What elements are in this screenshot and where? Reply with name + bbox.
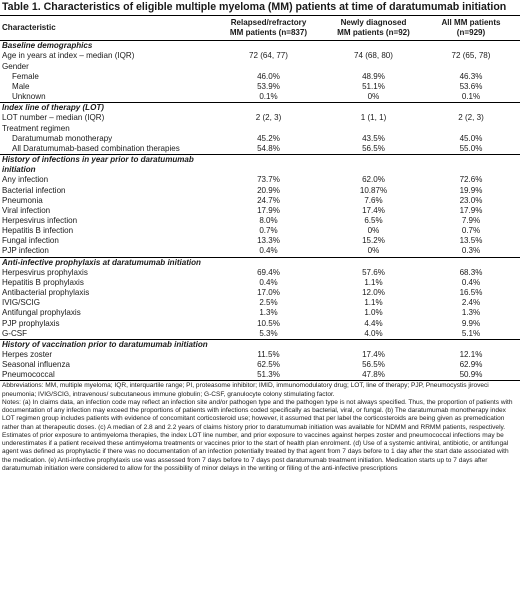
section-header-row <box>0 155 520 176</box>
all-mm-value: 55.0% <box>459 143 483 153</box>
newly-diagnosed-value <box>325 124 422 134</box>
relapsed-refractory-value: 17.0% <box>257 288 280 298</box>
row-label: PJP prophylaxis <box>2 318 60 328</box>
header-newly-diagnosed: Newly diagnosed MM patients (n=92) <box>325 16 422 41</box>
table-row <box>0 175 520 185</box>
all-mm-value: 68.3% <box>459 267 483 277</box>
table-row <box>0 236 520 246</box>
section-blank-cell <box>212 257 325 268</box>
table-row <box>0 360 520 370</box>
section-blank-cell <box>325 103 422 114</box>
table-row <box>0 186 520 196</box>
section-header-row <box>0 103 520 114</box>
table-row <box>0 51 520 61</box>
section-blank-cell <box>325 41 422 52</box>
all-mm-value: 13.5% <box>459 236 483 246</box>
section-blank-cell <box>325 339 422 350</box>
newly-diagnosed-value: 51.1% <box>362 81 385 91</box>
table-row <box>0 319 520 329</box>
all-mm-value: 12.1% <box>459 350 483 359</box>
relapsed-refractory-value: 72 (64, 77) <box>249 51 288 61</box>
row-label: Herpesvirus infection <box>2 215 78 225</box>
relapsed-refractory-value: 46.0% <box>257 71 280 81</box>
newly-diagnosed-value: 12.0% <box>362 288 385 298</box>
newly-diagnosed-value: 62.0% <box>362 175 385 185</box>
relapsed-refractory-value: 17.9% <box>257 205 280 215</box>
relapsed-refractory-value: 1.3% <box>259 308 278 318</box>
all-mm-value: 62.9% <box>459 360 483 370</box>
table-row <box>0 350 520 360</box>
row-label: Male <box>12 81 30 91</box>
all-mm-value: 1.3% <box>461 308 481 318</box>
section-header-row <box>0 257 520 268</box>
row-label: Unknown <box>12 92 46 102</box>
row-label: Gender <box>2 61 29 71</box>
row-label: Age in years at index – median (IQR) <box>2 51 135 61</box>
row-label: Any infection <box>2 175 49 185</box>
section-blank-cell <box>325 257 422 268</box>
relapsed-refractory-value: 13.3% <box>257 236 280 246</box>
relapsed-refractory-value: 0.1% <box>259 92 278 102</box>
relapsed-refractory-value <box>212 62 325 72</box>
all-mm-value: 0.1% <box>461 92 481 102</box>
newly-diagnosed-value: 1.0% <box>364 308 383 318</box>
row-label: G-CSF <box>2 328 28 338</box>
newly-diagnosed-value: 7.6% <box>364 195 383 205</box>
all-mm-value: 72 (65, 78) <box>451 51 491 61</box>
header-all-mm: All MM patients (n=929) <box>422 16 520 41</box>
row-label: Herpes zoster <box>2 350 53 359</box>
newly-diagnosed-value: 10.87% <box>359 185 388 195</box>
row-label: Antifungal prophylaxis <box>2 308 81 318</box>
table-row <box>0 124 520 134</box>
newly-diagnosed-value: 74 (68, 80) <box>354 51 393 61</box>
section-blank-cell <box>212 339 325 350</box>
section-title: Anti-infective prophylaxis at daratumumab initiation <box>0 257 212 268</box>
table-row <box>0 82 520 92</box>
row-label: Herpesvirus prophylaxis <box>2 267 88 277</box>
relapsed-refractory-value: 54.8% <box>257 143 280 153</box>
all-mm-value: 5.1% <box>461 328 481 338</box>
row-label: Fungal infection <box>2 236 59 246</box>
newly-diagnosed-value: 15.2% <box>362 236 385 246</box>
newly-diagnosed-value: 4.4% <box>364 318 383 328</box>
relapsed-refractory-value: 5.3% <box>259 328 278 338</box>
all-mm-value: 16.5% <box>459 288 483 298</box>
row-label: LOT number – median (IQR) <box>2 113 105 123</box>
all-mm-value: 45.0% <box>459 133 483 143</box>
table-row <box>0 226 520 236</box>
newly-diagnosed-value: 47.8% <box>362 370 385 380</box>
header-row <box>0 16 520 41</box>
table-row <box>0 298 520 308</box>
newly-diagnosed-value: 0% <box>367 92 380 102</box>
relapsed-refractory-value: 51.3% <box>257 370 280 380</box>
table-row <box>0 288 520 298</box>
section-blank-cell <box>422 155 520 176</box>
table-row <box>0 246 520 257</box>
row-label: Hepatitis B prophylaxis <box>2 277 84 287</box>
row-label: PJP infection <box>2 246 49 256</box>
all-mm-value: 17.9% <box>459 205 483 215</box>
row-label: Daratumumab monotherapy <box>12 133 113 143</box>
newly-diagnosed-value: 56.5% <box>362 143 385 153</box>
relapsed-refractory-value: 62.5% <box>257 360 280 370</box>
table-row <box>0 62 520 72</box>
row-label: Treatment regimen <box>2 123 70 133</box>
all-mm-value: 0.7% <box>461 226 481 236</box>
relapsed-refractory-value: 10.5% <box>257 318 280 328</box>
newly-diagnosed-value: 17.4% <box>362 350 385 359</box>
section-blank-cell <box>422 257 520 268</box>
relapsed-refractory-value: 53.9% <box>257 81 280 91</box>
relapsed-refractory-value: 24.7% <box>257 195 280 205</box>
characteristics-table <box>0 15 520 380</box>
newly-diagnosed-value: 17.4% <box>362 205 385 215</box>
all-mm-value <box>422 124 520 134</box>
section-blank-cell <box>212 103 325 114</box>
all-mm-value: 53.6% <box>459 81 483 91</box>
all-mm-value: 0.4% <box>461 277 481 287</box>
table-row <box>0 144 520 155</box>
table-row <box>0 206 520 216</box>
row-label: IVIG/SCIG <box>2 298 41 308</box>
relapsed-refractory-value: 0.4% <box>259 277 278 287</box>
all-mm-value: 0.3% <box>461 246 481 256</box>
row-label: Female <box>12 71 39 81</box>
section-blank-cell <box>212 155 325 176</box>
all-mm-value <box>422 62 520 72</box>
section-blank-cell <box>422 339 520 350</box>
row-label: Hepatitis B infection <box>2 226 74 236</box>
newly-diagnosed-value: 1 (1, 1) <box>360 113 387 123</box>
relapsed-refractory-value <box>212 124 325 134</box>
table-notes <box>0 380 520 473</box>
relapsed-refractory-value: 45.2% <box>257 133 280 143</box>
relapsed-refractory-value: 8.0% <box>259 215 278 225</box>
table-row <box>0 134 520 144</box>
newly-diagnosed-value: 4.0% <box>364 328 383 338</box>
all-mm-value: 46.3% <box>459 71 483 81</box>
row-label: Antibacterial prophylaxis <box>2 288 90 298</box>
abbreviations-note: Abbreviations: MM, multiple myeloma; IQR, interquartile range; PI, proteasome inhibitor; IMID, immunomodulatory drug; LOT, line of therapy; PJP, Pneumocystis jiroveci pneumonia; IVIG/SCIG, intravenous/ subcutaneous immune globulin; G-CSF, granulocyte colony stimulating factor. <box>2 382 489 398</box>
row-label: Bacterial infection <box>2 185 66 195</box>
table-row <box>0 196 520 206</box>
all-mm-value: 19.9% <box>459 185 483 195</box>
all-mm-value: 50.9% <box>459 370 483 380</box>
all-mm-value: 72.6% <box>459 175 483 185</box>
section-blank-cell <box>212 41 325 52</box>
table-row <box>0 72 520 82</box>
newly-diagnosed-value: 1.1% <box>364 277 383 287</box>
section-blank-cell <box>325 155 422 176</box>
newly-diagnosed-value: 1.1% <box>364 298 383 308</box>
all-mm-value: 2.4% <box>461 298 481 308</box>
relapsed-refractory-value: 0.4% <box>259 246 278 256</box>
relapsed-refractory-value: 11.5% <box>257 350 280 359</box>
table-row <box>0 216 520 226</box>
table-row <box>0 113 520 123</box>
section-blank-cell <box>422 41 520 52</box>
section-blank-cell <box>422 103 520 114</box>
newly-diagnosed-value: 0% <box>367 226 380 236</box>
table-row <box>0 329 520 340</box>
all-mm-value: 9.9% <box>461 318 481 328</box>
all-mm-value: 2 (2, 3) <box>458 113 484 123</box>
table-row <box>0 278 520 288</box>
newly-diagnosed-value <box>325 62 422 72</box>
row-label: Pneumonia <box>2 195 43 205</box>
relapsed-refractory-value: 73.7% <box>257 175 280 185</box>
section-title: Index line of therapy (LOT) <box>0 103 212 114</box>
table-row <box>0 92 520 103</box>
section-title: Baseline demographics <box>2 41 93 51</box>
relapsed-refractory-value: 2.5% <box>259 298 278 308</box>
section-title: History of vaccination prior to daratumumab initiation <box>0 339 212 350</box>
newly-diagnosed-value: 0% <box>367 246 380 256</box>
newly-diagnosed-value: 57.6% <box>362 267 385 277</box>
section-title: History of infections in year prior to daratumumab initiation <box>0 155 212 176</box>
relapsed-refractory-value: 0.7% <box>259 226 278 236</box>
newly-diagnosed-value: 6.5% <box>364 215 383 225</box>
relapsed-refractory-value: 2 (2, 3) <box>255 113 282 123</box>
relapsed-refractory-value: 69.4% <box>257 267 280 277</box>
all-mm-value: 23.0% <box>459 195 483 205</box>
all-mm-value: 7.9% <box>461 215 481 225</box>
table-row <box>0 308 520 318</box>
newly-diagnosed-value: 48.9% <box>362 71 385 81</box>
table-title: Table 1. Characteristics of eligible multiple myeloma (MM) patients at time of daratumumab initiation <box>2 1 507 13</box>
section-header-row <box>0 41 520 52</box>
newly-diagnosed-value: 43.5% <box>362 133 385 143</box>
row-label: Seasonal influenza <box>2 360 71 370</box>
header-relapsed-refractory: Relapsed/refractory MM patients (n=837) <box>212 16 325 41</box>
relapsed-refractory-value: 20.9% <box>257 185 280 195</box>
row-label: All Daratumumab-based combination therapies <box>12 143 180 153</box>
newly-diagnosed-value: 56.5% <box>362 360 385 370</box>
row-label: Pneumococcal <box>2 370 55 380</box>
section-header-row <box>0 339 520 350</box>
methodology-notes: Notes: (a) In claims data, an infection code may reflect an infection site and/or pathogen type and the pathogen type is not always specified. Thus, the proportion of patients with documentation of any infection may exceed the proportions of patients with infections coded specifically as bacterial, viral, or fungal. (b) The daratumumab monotherapy index LOT regimen group includes patients with evidence of concomitant corticosteroid use; however, it assumed that per label the corticosteroids are being given as premedication rather than at therapeutic doses. (c) A median of 2.8 and 2.2 years of claims history prior to daratumumab initiation was available for NDMM and RRMM patients, respectively. Estimates of prior exposure to antimyeloma therapies, the index LOT line number, and prior exposure to vaccines against herpes zoster and pneumococcal infections may be underestimates if a patient received these antimyeloma treatments or vaccines prior to the start of health plan enrolment. (d) Use of a systemic antiviral, antibiotic, or antifungal agent was defined as prophylactic if there was no documentation of an infection potentially treated by that agent from 7 days before to 1 day after the start date associated with the medication. (e) Anti-infective prophylaxis use was assessed from 7 days before to 7 days post daratumumab treatment initiation. Medication starts up to 7 days after daratumumab initiation were considered to allow for the possibility of minor delays in the writing or filling of the anti-infective prescriptions <box>2 398 513 472</box>
row-label: Viral infection <box>2 205 51 215</box>
table-row <box>0 268 520 278</box>
table-row <box>0 370 520 380</box>
header-characteristic: Characteristic <box>0 16 212 41</box>
